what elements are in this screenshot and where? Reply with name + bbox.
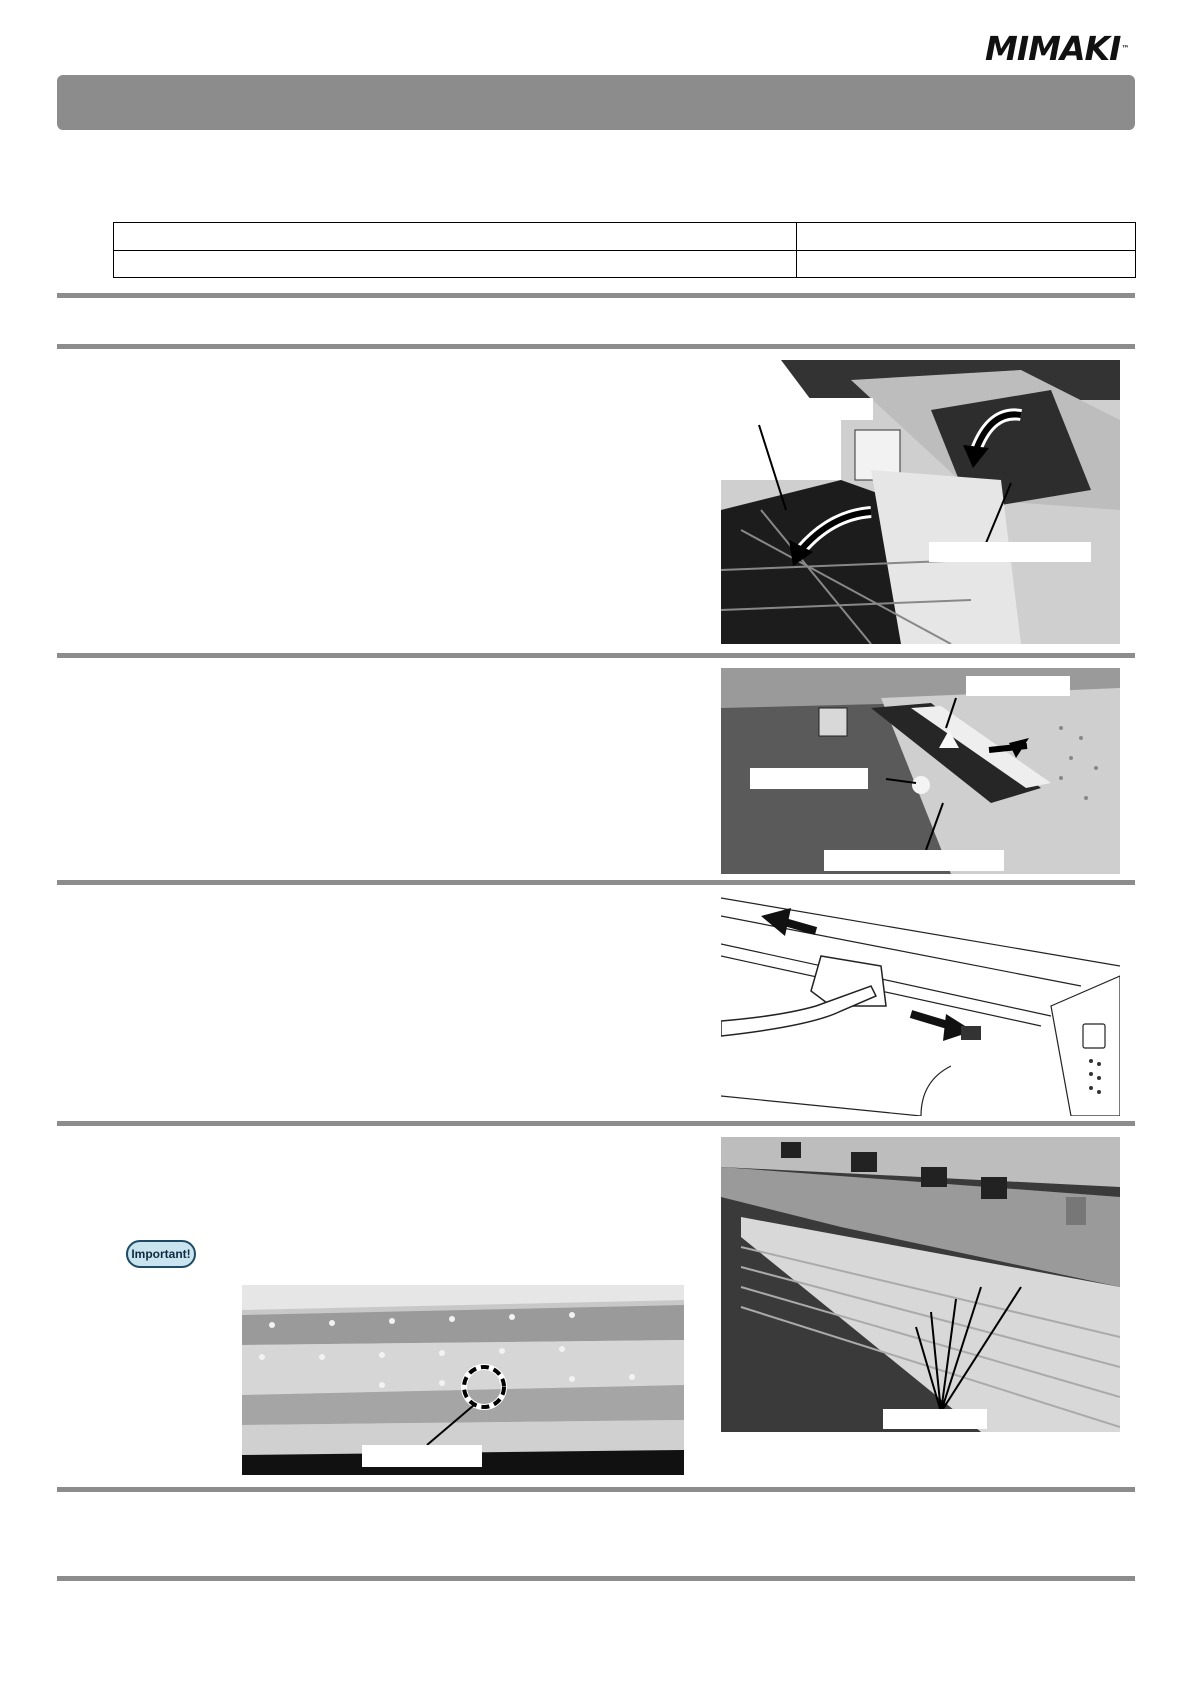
table-cell <box>797 223 1136 251</box>
table-cell <box>797 250 1136 278</box>
table-row <box>114 223 1136 251</box>
logo-text: MIMAKI <box>985 29 1121 68</box>
section-divider <box>57 1576 1135 1581</box>
section-divider <box>57 293 1135 298</box>
info-table <box>113 222 1136 278</box>
table-cell <box>114 250 797 278</box>
section-divider <box>57 653 1135 658</box>
table-row <box>114 250 1136 278</box>
open-covers-photo <box>721 360 1120 644</box>
document-title-bar <box>57 75 1135 130</box>
mimaki-logo <box>985 29 1129 68</box>
section-divider <box>57 344 1135 349</box>
platen-holes-detail-photo <box>242 1285 684 1475</box>
section-divider <box>57 1487 1135 1492</box>
important-badge <box>126 1240 196 1268</box>
wipe-platen-illustration <box>721 896 1120 1116</box>
trademark: ™ <box>1121 44 1129 53</box>
section-divider <box>57 1121 1135 1126</box>
table-cell <box>114 223 797 251</box>
important-label: Important! <box>131 1247 191 1261</box>
media-holder-plates-photo <box>721 1137 1120 1432</box>
section-divider <box>57 880 1135 885</box>
platen-cover-photo <box>721 668 1120 874</box>
